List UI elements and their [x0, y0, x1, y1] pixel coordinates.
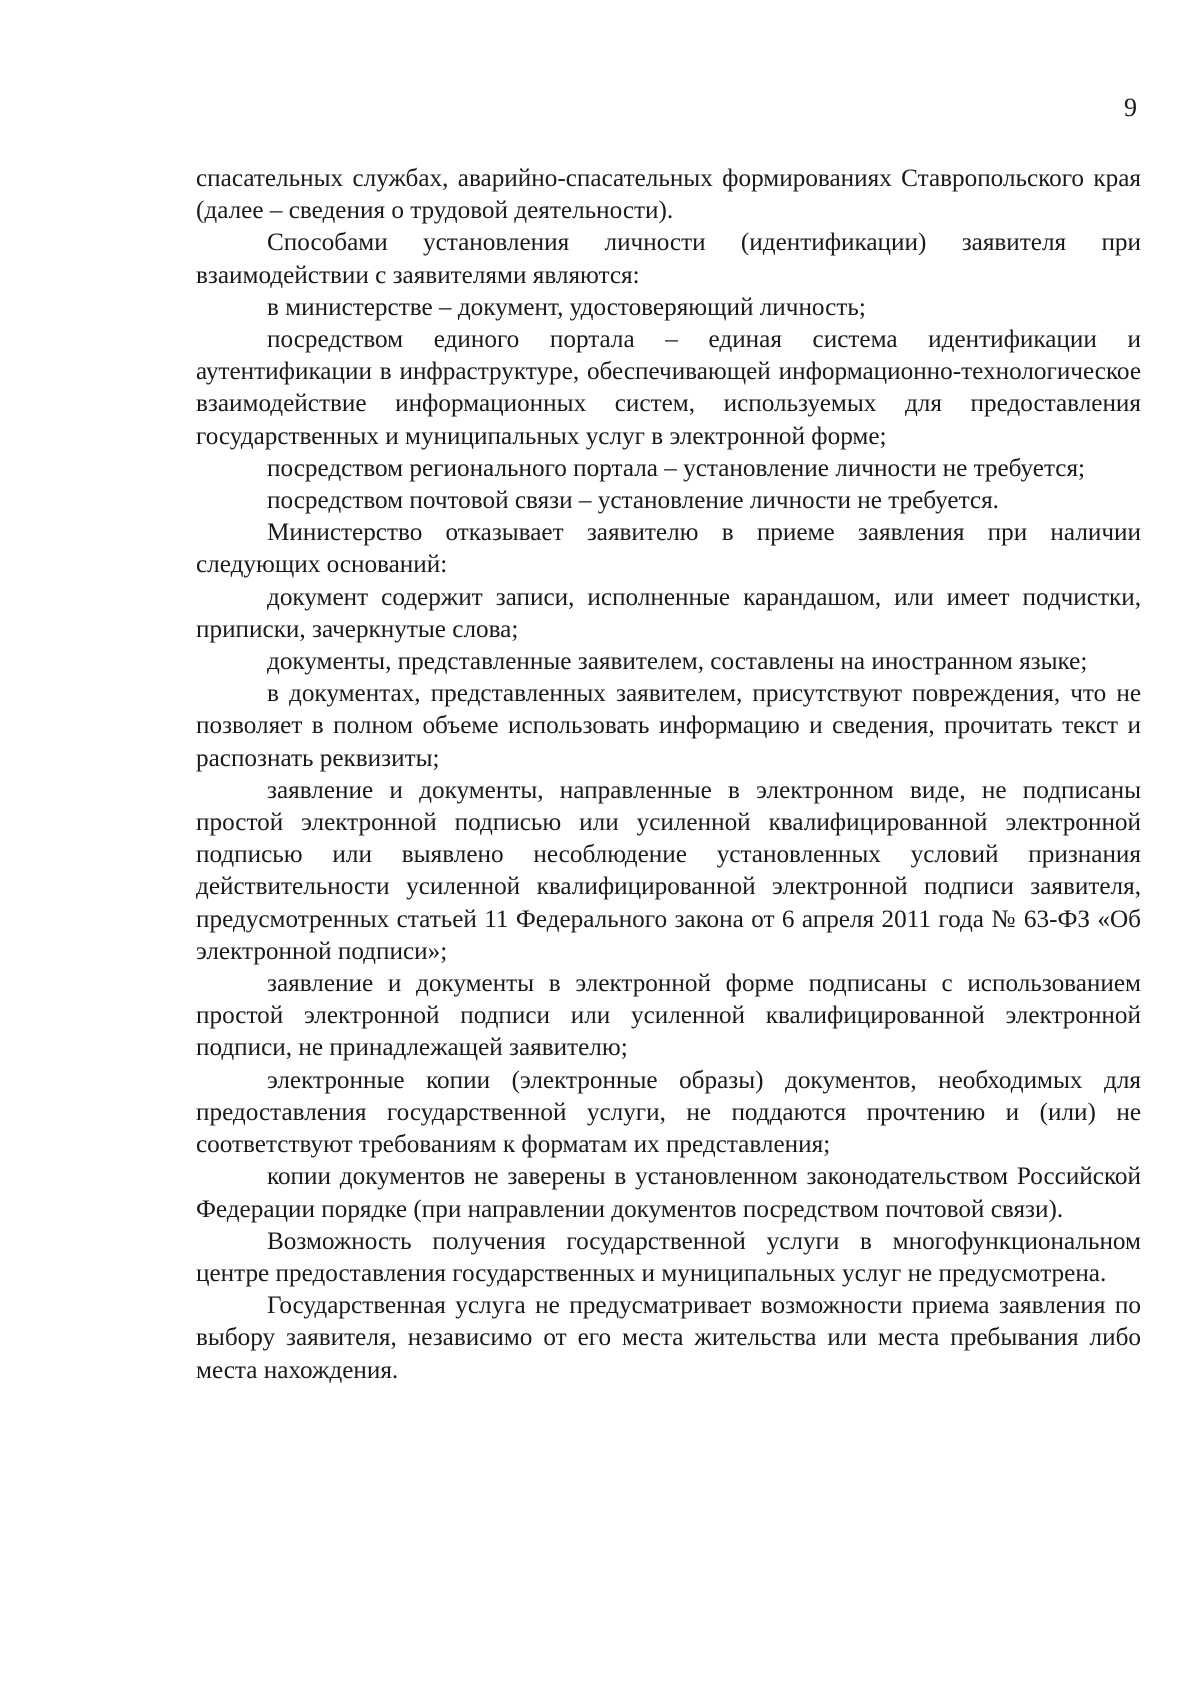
paragraph: заявление и документы, направленные в электронном виде, не подписаны простой электронной подписью или усиленной квалифицированной электронной подписью или выявлено несоблюдение установленных условий признания действительности усиленной квалифицированной электронной подписи заявителя, предусмотренных статьей 11 Федерального закона от 6 апреля 2011 года № 63-ФЗ «Об электронной подписи»;	[196, 776, 1141, 965]
paragraph: электронные копии (электронные образы) документов, необходимых для предоставления государственной услуги, не поддаются прочтению и (или) не соответствуют требованиям к форматам их представления;	[196, 1066, 1141, 1159]
paragraph: копии документов не заверены в установленном законодательством Российской Федерации порядке (при направлении документов посредством почтовой связи).	[196, 1163, 1141, 1223]
paragraph: посредством единого портала – единая система идентификации и аутентификации в инфраструктуре, обеспечивающей информационно-технологическое взаимодействие информационных систем, используемых для предоставления государственных и муниципальных услуг в электронной форме;	[196, 326, 1141, 450]
paragraph: Государственная услуга не предусматривает возможности приема заявления по выбору заявителя, независимо от его места жительства или места пребывания либо места нахождения.	[196, 1292, 1141, 1384]
paragraph: посредством почтовой связи – установление личности не требуется.	[267, 487, 999, 515]
page-number: 9	[1124, 93, 1137, 122]
body-text	[196, 163, 1141, 1387]
paragraph: Министерство отказывает заявителю в приеме заявления при наличии следующих оснований:	[196, 519, 1141, 579]
paragraph: посредством регионального портала – установление личности не требуется;	[267, 454, 1086, 482]
paragraph: заявление и документы в электронной форме подписаны с использованием простой электронной подписи или усиленной квалифицированной электронной подписи, не принадлежащей заявителю;	[196, 970, 1141, 1062]
paragraph: Возможность получения государственной услуги в многофункциональном центре предоставления государственных и муниципальных услуг не предусмотрена.	[196, 1227, 1141, 1287]
paragraph: в министерстве – документ, удостоверяющий личность;	[267, 293, 866, 321]
paragraph: в документах, представленных заявителем, присутствуют повреждения, что не позволяет в полном объеме использовать информацию и сведения, прочитать текст и распознать реквизиты;	[196, 680, 1141, 772]
paragraph: документ содержит записи, исполненные карандашом, или имеет подчистки, приписки, зачеркнутые слова;	[196, 583, 1141, 643]
paragraph: Способами установления личности (идентификации) заявителя при взаимодействии с заявителями являются:	[196, 229, 1141, 289]
paragraph: спасательных службах, аварийно-спасательных формированиях Ставропольского края (далее – сведения о трудовой деятельности).	[196, 165, 1141, 225]
paragraph: документы, представленные заявителем, составлены на иностранном языке;	[267, 648, 1088, 676]
